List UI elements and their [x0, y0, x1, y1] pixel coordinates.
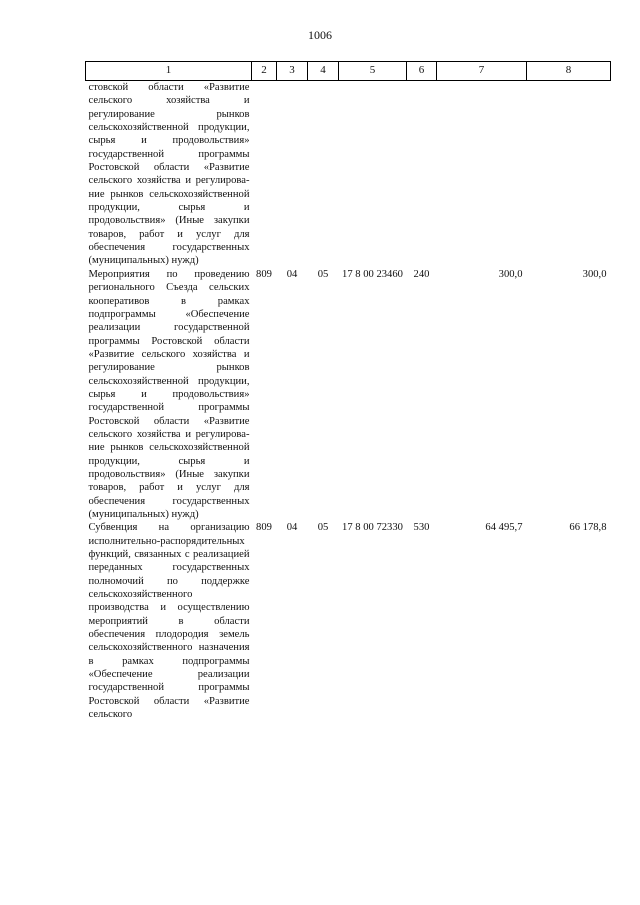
- subsection-code: 05: [317, 268, 329, 280]
- amount-year-2: 66 178,8: [569, 522, 607, 534]
- row-description: Субвенция на организацию исполнительно-распорядительных функций, связанных с реализацией переданных государственных полномочий по поддержке сельскохозяйственного производства и осуществлению мероприятий в области обеспечения плодородия земель сельскохозяйственного назначения в рамках подпрограммы «Обеспечение реализации государственной программы Ростовской области «Развитие сельского: [88, 522, 250, 721]
- column-header: 5: [339, 62, 407, 81]
- amount-year-1: [437, 81, 527, 268]
- page-number: 1006: [308, 28, 332, 42]
- target-article-code: 17 8 00 72330: [342, 522, 403, 534]
- expense-type-code: 530: [413, 522, 430, 534]
- row-description: Мероприятия по проведению регионального Съезда сельских кооперативов в рамках подпрограммы «Обеспечение реализации государственной программы Ростовской области «Развитие сельского хозяйства и регулирование рынков сельскохозяйственной продукции, сырья и продовольствия» государственной программы Ростовской области «Развитие сельского хозяйства и регулирование рынков сельскохозяйственной продукции, сырья и продовольствия» (Иные закупки товаров, работ и услуг для обеспечения государственных (муниципальных) нужд): [88, 268, 250, 520]
- column-header: 1: [86, 62, 252, 81]
- subsection-code: [308, 81, 339, 268]
- column-header: 8: [527, 62, 611, 81]
- section-code: [277, 81, 308, 268]
- subsection-code: 05: [317, 522, 329, 534]
- column-header: 4: [308, 62, 339, 81]
- target-article-code: 17 8 00 23460: [342, 268, 403, 280]
- ministry-code: 809: [256, 522, 272, 534]
- table-row: [86, 268, 611, 522]
- column-header: 7: [437, 62, 527, 81]
- budget-table: [85, 61, 611, 722]
- table-header-row: [86, 62, 611, 81]
- row-description: стовской области «Развитие сельского хозяйства и регулирование рынков сельскохозяйственной продукции, сырья и продовольствия» государственной программы Ростовской области «Развитие сельского хозяйства и регулирование рынков сельскохозяйственной продукции, сырья и продовольствия» (Иные закупки товаров, работ и услуг для обеспечения государственных (муниципальных) нужд): [88, 82, 250, 267]
- table-row: [86, 81, 611, 268]
- column-header: 6: [407, 62, 437, 81]
- ministry-code: [252, 81, 277, 268]
- column-header: 2: [252, 62, 277, 81]
- expense-type-code: 240: [413, 268, 430, 280]
- target-article-code: [339, 81, 407, 268]
- amount-year-1: 64 495,7: [485, 522, 523, 534]
- ministry-code: 809: [256, 268, 272, 280]
- amount-year-2: [527, 81, 611, 268]
- column-header: 3: [277, 62, 308, 81]
- table-row: [86, 521, 611, 721]
- amount-year-1: 300,0: [498, 268, 523, 280]
- amount-year-2: 300,0: [582, 268, 607, 280]
- section-code: 04: [286, 268, 298, 280]
- expense-type-code: [407, 81, 437, 268]
- section-code: 04: [286, 522, 298, 534]
